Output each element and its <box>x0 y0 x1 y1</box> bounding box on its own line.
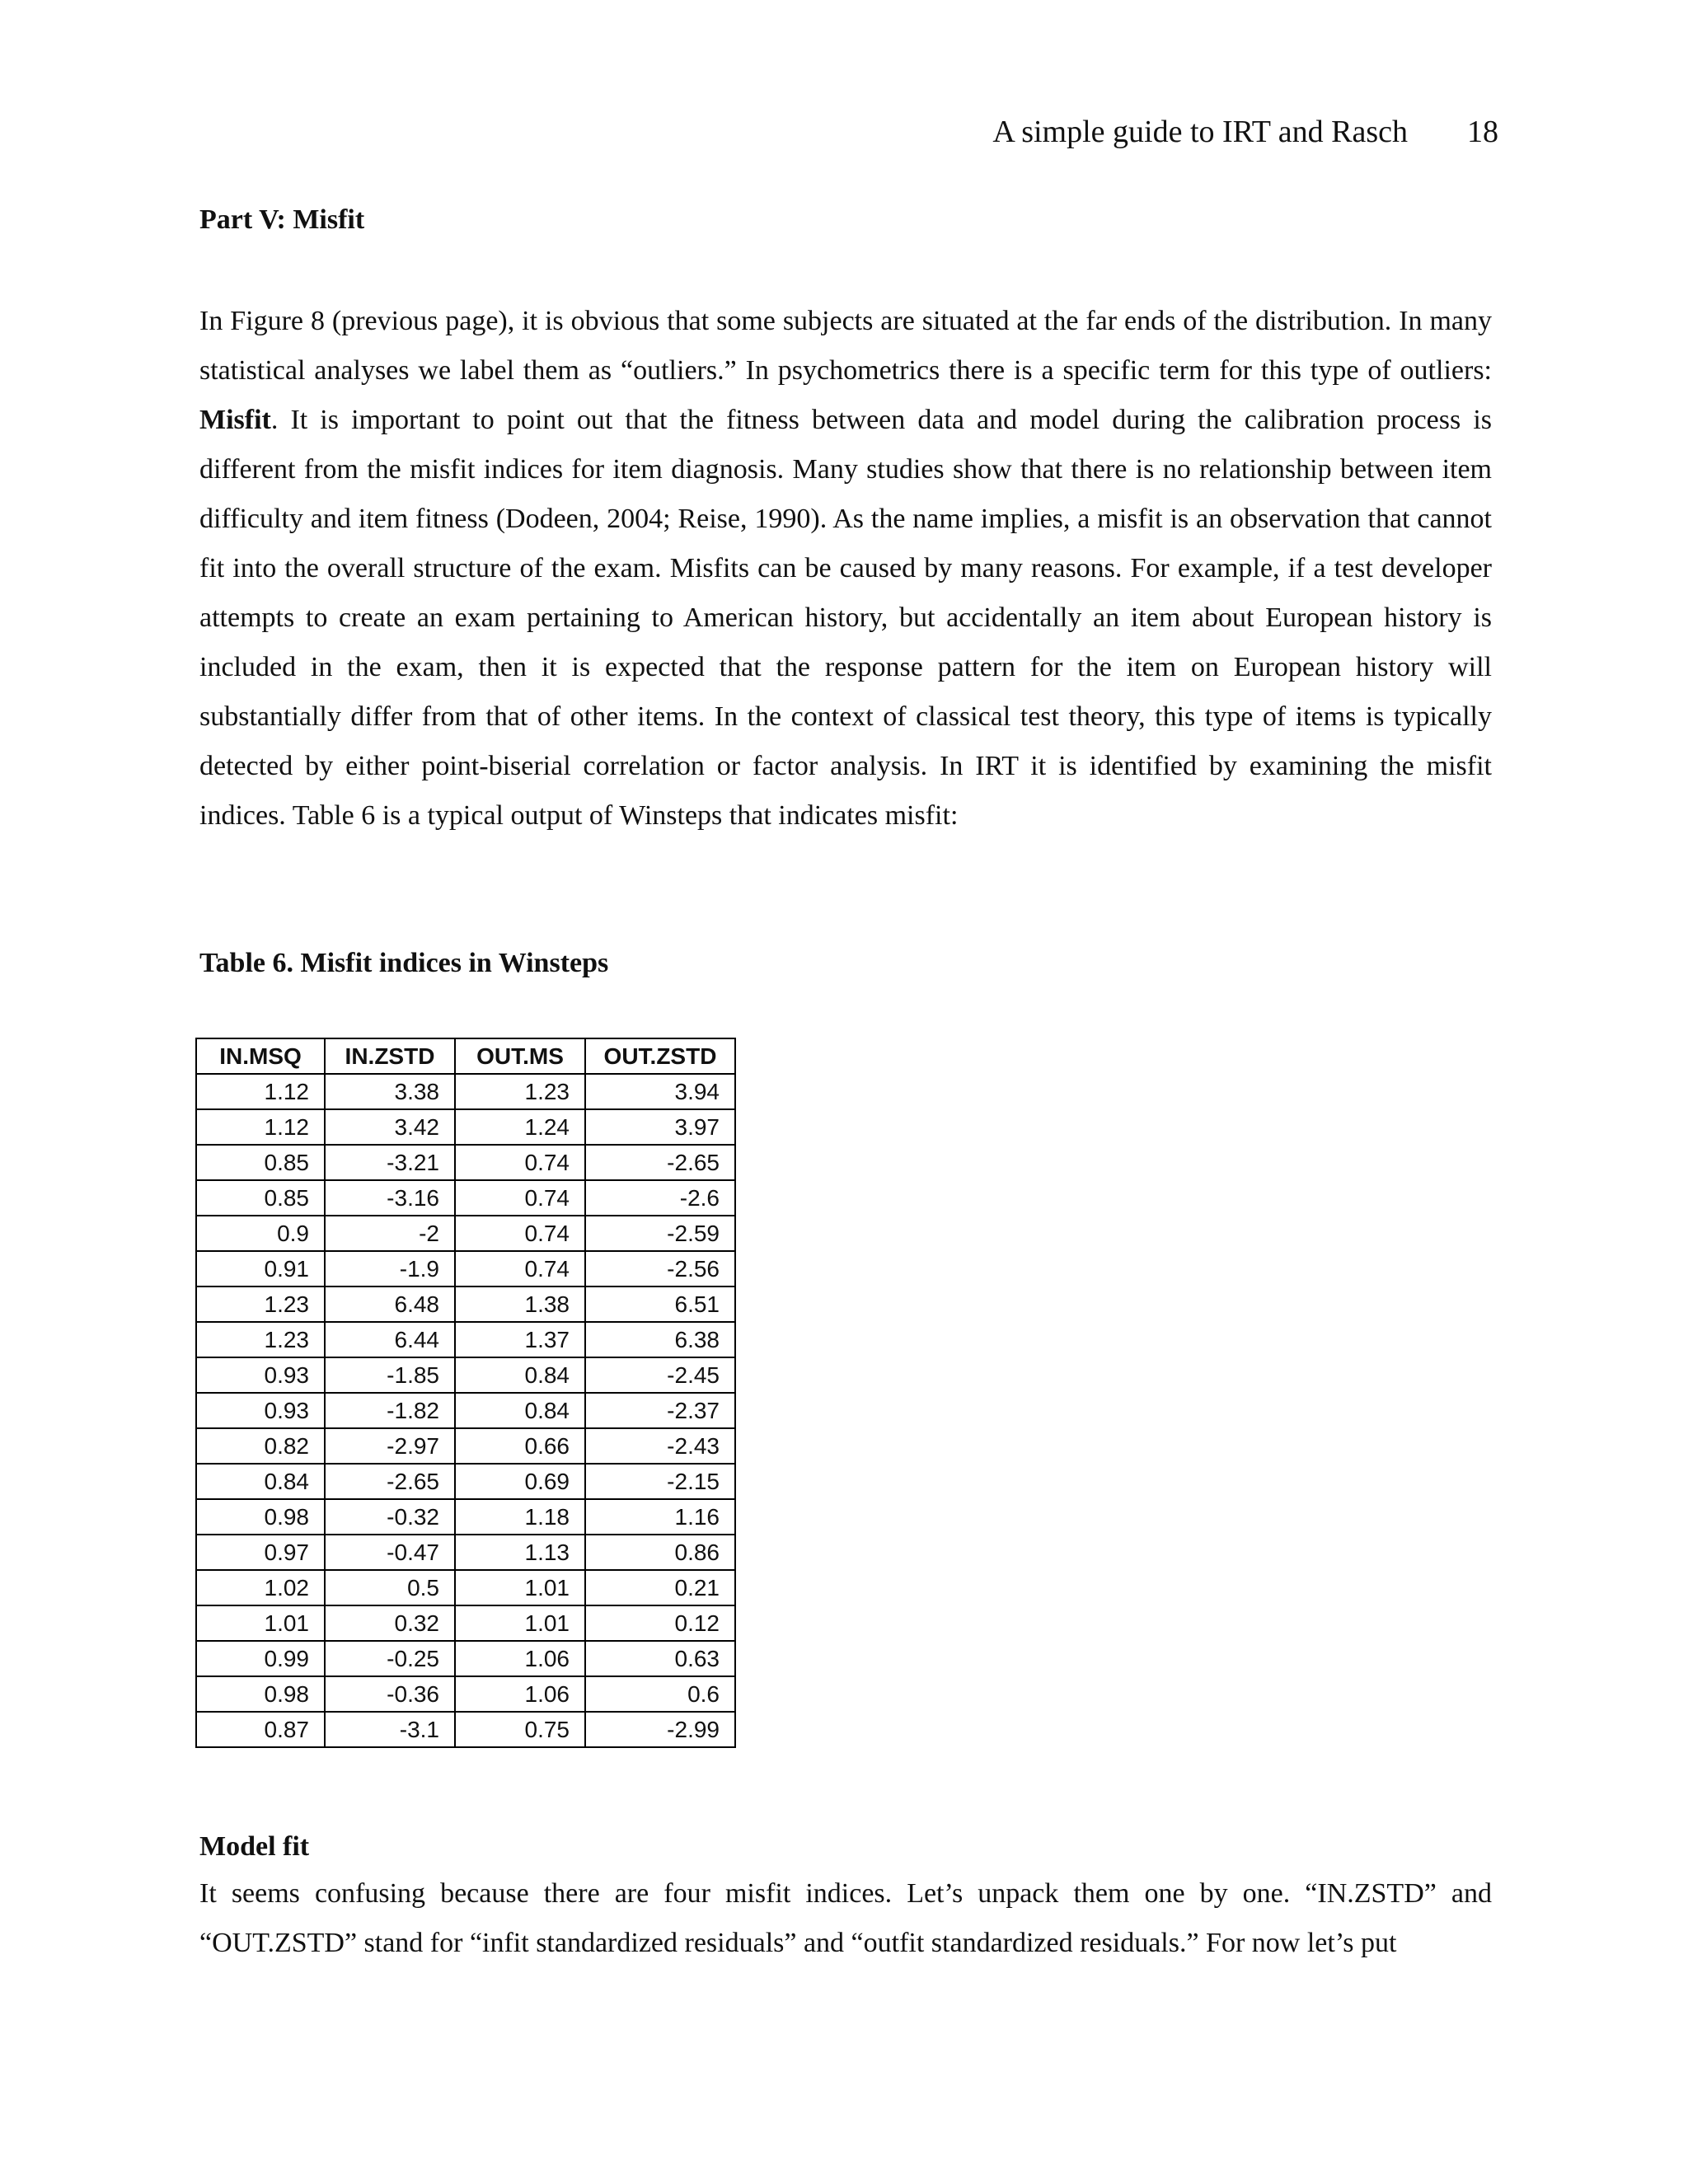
table-cell: -2.6 <box>585 1180 735 1216</box>
table-cell: 0.85 <box>196 1145 325 1180</box>
table-cell: 1.01 <box>455 1605 585 1641</box>
table-cell: 0.82 <box>196 1428 325 1464</box>
table-cell: 0.63 <box>585 1641 735 1676</box>
table-row <box>196 1216 735 1251</box>
table-cell: 0.74 <box>455 1180 585 1216</box>
table-cell: 1.24 <box>455 1109 585 1145</box>
table-cell: 0.87 <box>196 1712 325 1747</box>
table-cell: -3.1 <box>325 1712 455 1747</box>
table-row <box>196 1428 735 1464</box>
table-cell: 0.93 <box>196 1357 325 1393</box>
running-header <box>992 114 1498 150</box>
table-cell: 0.32 <box>325 1605 455 1641</box>
table-cell: -3.21 <box>325 1145 455 1180</box>
table-cell: 0.86 <box>585 1535 735 1570</box>
table-row <box>196 1605 735 1641</box>
table-cell: -2.97 <box>325 1428 455 1464</box>
table-cell: 3.38 <box>325 1074 455 1109</box>
table-cell: -2.65 <box>585 1145 735 1180</box>
table-cell: 0.84 <box>196 1464 325 1499</box>
model-fit-text: It seems confusing because there are four misfit indices. Let’s unpack them one by one. “IN.ZSTD” and “OUT.ZSTD” stand for “infit standardized residuals” and “outfit standardized residuals.” For now let’s put <box>199 1878 1492 1958</box>
model-fit-paragraph <box>199 1869 1492 1968</box>
table-cell: 1.06 <box>455 1641 585 1676</box>
table-cell: 6.51 <box>585 1286 735 1322</box>
table-cell: 0.66 <box>455 1428 585 1464</box>
table-row <box>196 1109 735 1145</box>
table-cell: 3.42 <box>325 1109 455 1145</box>
intro-text-start: In Figure 8 (previous page), it is obvious that some subjects are situated at the far ends of the distribution. In many statistical analyses we label them as “outliers.” In psychometrics there is a specific term for this type of outliers: <box>199 306 1492 386</box>
table-row <box>196 1251 735 1286</box>
table-cell: 3.97 <box>585 1109 735 1145</box>
table-cell: 1.18 <box>455 1499 585 1535</box>
column-header: IN.MSQ <box>196 1038 325 1074</box>
table-cell: -2.59 <box>585 1216 735 1251</box>
intro-paragraph <box>199 297 1492 841</box>
table-cell: 0.9 <box>196 1216 325 1251</box>
column-header: OUT.ZSTD <box>585 1038 735 1074</box>
table-cell: 1.38 <box>455 1286 585 1322</box>
table-body <box>196 1074 735 1747</box>
table-cell: -2.65 <box>325 1464 455 1499</box>
table-cell: 0.84 <box>455 1357 585 1393</box>
table-row <box>196 1074 735 1109</box>
table-cell: 1.23 <box>196 1286 325 1322</box>
table-row <box>196 1357 735 1393</box>
table-cell: -1.85 <box>325 1357 455 1393</box>
table-cell: 1.01 <box>196 1605 325 1641</box>
table-cell: 0.21 <box>585 1570 735 1605</box>
table-cell: 0.12 <box>585 1605 735 1641</box>
table-row <box>196 1322 735 1357</box>
table-cell: 1.13 <box>455 1535 585 1570</box>
table-cell: -2.43 <box>585 1428 735 1464</box>
table-cell: 1.23 <box>455 1074 585 1109</box>
table-cell: -2.99 <box>585 1712 735 1747</box>
table-row <box>196 1535 735 1570</box>
table-cell: 0.93 <box>196 1393 325 1428</box>
table-cell: -3.16 <box>325 1180 455 1216</box>
table-title: Table 6. Misfit indices in Winsteps <box>199 948 609 978</box>
table-cell: -2.45 <box>585 1357 735 1393</box>
table-cell: 0.75 <box>455 1712 585 1747</box>
table-cell: 0.98 <box>196 1676 325 1712</box>
table-cell: 1.12 <box>196 1074 325 1109</box>
table-cell: 0.98 <box>196 1499 325 1535</box>
table-cell: 1.12 <box>196 1109 325 1145</box>
column-header: IN.ZSTD <box>325 1038 455 1074</box>
table-cell: 1.23 <box>196 1322 325 1357</box>
table-cell: -0.25 <box>325 1641 455 1676</box>
table-row <box>196 1676 735 1712</box>
table-header-row <box>196 1038 735 1074</box>
table-cell: -0.47 <box>325 1535 455 1570</box>
table-row <box>196 1641 735 1676</box>
section-title: Part V: Misfit <box>199 204 365 235</box>
intro-text-end: . It is important to point out that the fitness between data and model during the calibration process is different from the misfit indices for item diagnosis. Many studies show that there is no relationship between item difficulty and item fitness (Dodeen, 2004; Reise, 1990). As the name implies, a misfit is an observation that cannot fit into the overall structure of the exam. Misfits can be caused by many reasons. For example, if a test developer attempts to create an exam pertaining to American history, but accidentally an item about European history is included in the exam, then it is expected that the response pattern for the item on European history will substantially differ from that of other items. In the context of classical test theory, this type of items is typically detected by either point-biserial correlation or factor analysis. In IRT it is identified by examining the misfit indices. Table 6 is a typical output of Winsteps that indicates misfit: <box>199 405 1492 831</box>
table-cell: -2.56 <box>585 1251 735 1286</box>
table-row <box>196 1499 735 1535</box>
table-cell: -1.82 <box>325 1393 455 1428</box>
table-row <box>196 1180 735 1216</box>
table-cell: -2.37 <box>585 1393 735 1428</box>
table-cell: 1.16 <box>585 1499 735 1535</box>
table-row <box>196 1393 735 1428</box>
page-number: 18 <box>1467 115 1498 149</box>
table-row <box>196 1145 735 1180</box>
table-cell: 0.74 <box>455 1216 585 1251</box>
table-cell: 0.69 <box>455 1464 585 1499</box>
table-cell: 0.84 <box>455 1393 585 1428</box>
table-cell: 1.37 <box>455 1322 585 1357</box>
table-row <box>196 1712 735 1747</box>
table-cell: -2 <box>325 1216 455 1251</box>
table-cell: -0.36 <box>325 1676 455 1712</box>
table-row <box>196 1464 735 1499</box>
misfit-table <box>195 1038 736 1748</box>
table-cell: 6.38 <box>585 1322 735 1357</box>
table-cell: 0.91 <box>196 1251 325 1286</box>
table-cell: -2.15 <box>585 1464 735 1499</box>
table-cell: 0.85 <box>196 1180 325 1216</box>
table-cell: 0.5 <box>325 1570 455 1605</box>
table-cell: 1.01 <box>455 1570 585 1605</box>
table-cell: 1.02 <box>196 1570 325 1605</box>
model-fit-heading: Model fit <box>199 1831 310 1862</box>
running-title: A simple guide to IRT and Rasch <box>992 115 1408 149</box>
table-cell: 1.06 <box>455 1676 585 1712</box>
table-row <box>196 1570 735 1605</box>
table-cell: 0.74 <box>455 1251 585 1286</box>
table-cell: 6.48 <box>325 1286 455 1322</box>
intro-bold-term: Misfit <box>199 405 271 435</box>
table-cell: -0.32 <box>325 1499 455 1535</box>
table-cell: 0.99 <box>196 1641 325 1676</box>
table-cell: 0.74 <box>455 1145 585 1180</box>
table-cell: 3.94 <box>585 1074 735 1109</box>
table-cell: 6.44 <box>325 1322 455 1357</box>
table-cell: 0.97 <box>196 1535 325 1570</box>
table-cell: 0.6 <box>585 1676 735 1712</box>
table-cell: -1.9 <box>325 1251 455 1286</box>
table-row <box>196 1286 735 1322</box>
column-header: OUT.MS <box>455 1038 585 1074</box>
